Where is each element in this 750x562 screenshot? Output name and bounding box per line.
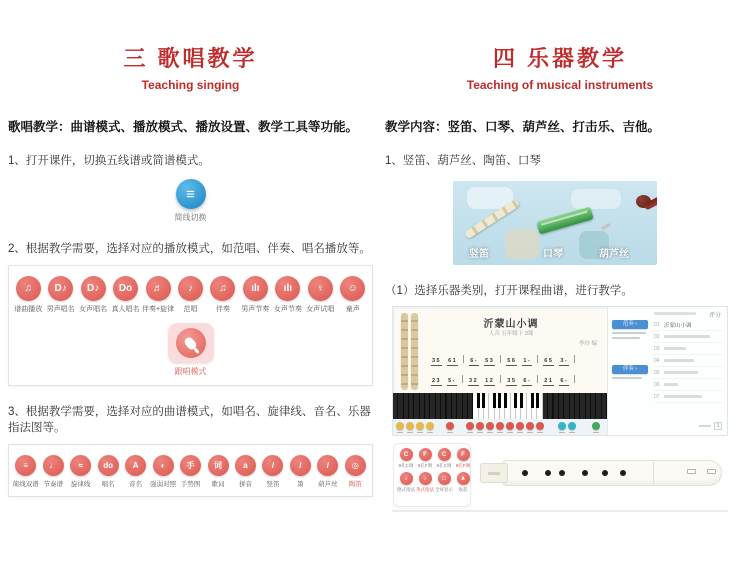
score-mode-button-3[interactable]	[67, 455, 94, 488]
score-mode-label: 陶笛	[348, 481, 362, 488]
app-toolbar-button[interactable]	[558, 422, 566, 433]
recorder-key	[707, 469, 716, 474]
finger-hole	[582, 470, 588, 476]
app-toolbar-button[interactable]	[506, 422, 514, 433]
score-mode-icon: ≡	[15, 455, 36, 476]
score-mode-icon: ◎	[345, 455, 366, 476]
app-toolbar-button[interactable]	[536, 422, 544, 433]
score-mode-icon: /	[317, 455, 338, 476]
score-mode-label: 箫	[297, 481, 304, 488]
fingering-option-button-2[interactable]	[416, 472, 434, 493]
play-mode-button-7[interactable]	[207, 276, 239, 314]
recorder-type-button-1[interactable]	[397, 448, 415, 469]
instrument-title: 四 乐器教学	[492, 46, 628, 71]
finger-hole	[522, 470, 528, 476]
notation-switch[interactable]	[156, 179, 226, 223]
score-page	[395, 309, 607, 393]
score-mode-label: 简线双谱	[12, 481, 39, 488]
score-mode-icon: A	[125, 455, 146, 476]
finger-hole	[602, 470, 608, 476]
recorder-type-label: 6孔F调	[417, 463, 433, 468]
app-toolbar-button[interactable]	[526, 422, 534, 433]
app-screenshot	[392, 306, 728, 436]
fingering-option-icon: ∧	[457, 472, 470, 485]
play-mode-panel	[8, 265, 373, 386]
play-mode-button-6[interactable]	[174, 276, 206, 314]
singing-step-3: 3、根据教学需要，选择对应的曲谱模式，如唱名、旋律线、音名、乐器指法图等。	[8, 406, 371, 434]
recorder-type-button-4[interactable]	[454, 448, 472, 469]
app-toolbar-button[interactable]	[476, 422, 484, 433]
play-mode-button-5[interactable]	[142, 276, 174, 314]
app-toolbar-button[interactable]	[466, 422, 474, 433]
notation-switch-icon[interactable]: ≡	[176, 179, 206, 209]
score-mode-icon: do	[98, 455, 119, 476]
app-toolbar-button[interactable]	[486, 422, 494, 433]
score-mode-icon: 手	[180, 455, 201, 476]
song-subtitle: 人音 五年级下 3课	[488, 331, 534, 337]
play-mode-icon: ♪	[178, 276, 203, 301]
score-mode-label: 节奏谱	[43, 481, 63, 488]
finger-hole	[559, 470, 565, 476]
label-hulusi: 葫芦丝	[599, 249, 629, 260]
piano-black-key[interactable]	[520, 393, 523, 408]
piano-black-key[interactable]	[531, 393, 534, 408]
recorder-graphic-2	[411, 313, 418, 389]
recorder-type-label: 8孔F调	[455, 463, 471, 468]
score-button[interactable]: 评分	[708, 313, 721, 319]
demo-desc-line	[612, 337, 640, 339]
recorder-type-button-2[interactable]	[416, 448, 434, 469]
page-number[interactable]: 1	[714, 422, 722, 430]
score-mode-icon: 词	[208, 455, 229, 476]
singing-title: 三 歌唱教学	[123, 46, 258, 71]
score-mode-label: 旋律线	[70, 481, 91, 488]
play-mode-icon: D♪	[81, 276, 106, 301]
singing-subtitle: Teaching singing	[141, 78, 240, 92]
label-harmonica: 口琴	[543, 249, 563, 260]
play-mode-label: 女声试唱	[306, 306, 335, 313]
app-toolbar-button[interactable]	[446, 422, 454, 433]
instrument-step-1: 1、竖笛、葫芦丝、陶笛、口琴	[385, 155, 541, 167]
score-mode-button-6[interactable]	[149, 455, 176, 488]
app-toolbar-button[interactable]	[416, 422, 424, 433]
play-mode-label: 童声	[345, 306, 360, 313]
play-mode-button-3[interactable]	[77, 276, 109, 314]
recorder-type-icon: C	[438, 448, 451, 461]
play-mode-icon: Do	[113, 276, 138, 301]
fingering-option-row	[396, 472, 468, 493]
play-mode-icon: ♬	[146, 276, 171, 301]
recorder-type-label: 8孔C调	[398, 463, 414, 468]
app-toolbar-button[interactable]	[396, 422, 404, 433]
score-mode-icon: ◐	[153, 455, 174, 476]
app-toolbar-button[interactable]	[496, 422, 504, 433]
play-mode-icon: ılı	[275, 276, 300, 301]
score-mode-label: 竖笛	[266, 481, 280, 488]
finger-hole	[620, 470, 626, 476]
song-list-item[interactable]: 02	[654, 331, 724, 343]
fingering-option-icon: ♪	[400, 472, 413, 485]
finger-hole	[545, 470, 551, 476]
song-list-panel	[654, 312, 724, 432]
play-mode-label: 男声节奏	[241, 306, 270, 313]
song-list-item[interactable]: 03	[654, 343, 724, 355]
score-mode-button-8[interactable]	[204, 455, 231, 488]
song-list-item[interactable]: 01 沂蒙山小调	[654, 319, 724, 331]
score-mode-icon: ♩	[43, 455, 64, 476]
app-toolbar-button[interactable]	[406, 422, 414, 433]
play-mode-button-11[interactable]	[337, 276, 369, 314]
score-mode-button-11[interactable]	[287, 455, 314, 488]
piano-black-key[interactable]	[482, 393, 485, 408]
play-mode-row	[12, 276, 369, 314]
play-mode-button-2[interactable]	[44, 276, 76, 314]
score-mode-button-13[interactable]	[342, 455, 369, 488]
score-mode-button-2[interactable]	[39, 455, 66, 488]
score-mode-label: 强弱对照	[150, 481, 177, 488]
pagination[interactable]	[699, 422, 722, 430]
app-sidebar	[607, 307, 727, 435]
accompaniment-button[interactable]: 伴奏 ›	[612, 365, 648, 374]
fingering-option-button-4[interactable]	[454, 472, 472, 493]
recorder-type-icon: F	[457, 448, 470, 461]
score-mode-button-5[interactable]	[122, 455, 149, 488]
singing-section	[8, 30, 373, 497]
play-mode-icon: ılı	[243, 276, 268, 301]
play-mode-label: 女声唱名	[79, 306, 108, 313]
fingering-option-label: 全屏显示	[435, 487, 453, 492]
score-mode-icon: /	[290, 455, 311, 476]
score-mode-row	[12, 455, 369, 488]
piano-black-key[interactable]	[504, 393, 507, 408]
follow-mode-box	[168, 323, 214, 363]
score-mode-label: 唱名	[101, 481, 115, 488]
singing-step-2: 2、根据教学需要，选择对应的播放模式，如范唱、伴奏、唱名播放等。	[8, 243, 371, 255]
play-mode-icon: D♪	[48, 276, 73, 301]
score-mode-icon: /	[262, 455, 283, 476]
fingering-chart	[480, 456, 722, 490]
follow-mode-button[interactable]	[161, 323, 221, 377]
instrument-subtitle: Teaching of musical instruments	[466, 78, 654, 92]
accomp-desc-line	[612, 377, 642, 379]
instrument-section	[385, 30, 735, 512]
fingering-option-button-3[interactable]	[435, 472, 453, 493]
follow-mode-label: 跟唱模式	[174, 367, 207, 376]
play-mode-label: 伴奏+旋律	[141, 306, 175, 313]
play-mode-button-8[interactable]	[239, 276, 271, 314]
score-mode-button-1[interactable]	[12, 455, 39, 488]
score-mode-button-10[interactable]	[259, 455, 286, 488]
instrument-step-2: （1）选择乐器类别，打开课程曲谱，进行教学。	[385, 285, 633, 297]
piano-black-key[interactable]	[536, 393, 539, 408]
fingering-option-icon: ♪	[419, 472, 432, 485]
recorder-key	[687, 469, 696, 474]
score-mode-button-4[interactable]	[94, 455, 121, 488]
song-composer: 李玲 编	[578, 341, 597, 347]
score-mode-button-7[interactable]	[177, 455, 204, 488]
play-mode-label: 女声节奏	[273, 306, 302, 313]
score-mode-panel	[8, 444, 373, 497]
play-mode-button-1[interactable]	[12, 276, 44, 314]
fingering-option-label: 德式指法	[397, 487, 415, 492]
app-toolbar	[396, 422, 600, 435]
play-mode-label: 伴奏	[215, 306, 230, 313]
piano-keyboard[interactable]	[393, 393, 607, 419]
sidebar-controls	[612, 320, 650, 379]
fingering-panel	[392, 440, 728, 512]
song-title: 沂蒙山小调	[483, 319, 539, 330]
fingering-option-icon: □	[438, 472, 451, 485]
fingering-option-button-1[interactable]	[397, 472, 415, 493]
recorder-type-row	[396, 448, 471, 469]
piano-black-key[interactable]	[493, 393, 496, 408]
recorder-type-button-3[interactable]	[435, 448, 453, 469]
play-mode-icon: ☺	[340, 276, 365, 301]
score-mode-button-12[interactable]	[314, 455, 341, 488]
song-list-item[interactable]: 06	[654, 379, 724, 391]
song-list-item[interactable]: 07	[654, 391, 724, 403]
instrument-intro: 教学内容：竖笛、口琴、葫芦丝、打击乐、吉他。	[385, 120, 661, 134]
singing-step-1: 1、打开课件，切换五线谱或简谱模式。	[8, 155, 210, 167]
microphone-icon	[176, 328, 206, 358]
play-mode-icon: ♫	[210, 276, 235, 301]
score-mode-label: 手势图	[180, 481, 201, 488]
piano-black-key[interactable]	[498, 393, 501, 408]
score-mode-label: 音名	[129, 481, 143, 488]
hulusi-image	[599, 195, 657, 235]
instruments-photo	[453, 181, 657, 265]
play-mode-label: 范唱	[183, 306, 198, 313]
demo-play-button[interactable]: 范奏 ›	[612, 320, 648, 329]
song-list-item[interactable]: 05	[654, 367, 724, 379]
app-toolbar-button[interactable]	[568, 422, 576, 433]
notation-switch-label: 简线切换	[174, 213, 207, 222]
play-mode-label: 真人唱名	[111, 306, 140, 313]
score-mode-label: 歌词	[211, 481, 225, 488]
recorder-type-icon: C	[400, 448, 413, 461]
label-recorder: 竖笛	[469, 249, 489, 260]
play-mode-button-10[interactable]	[304, 276, 336, 314]
score-mode-label: 拼音	[238, 481, 252, 488]
pager-bar	[699, 425, 711, 427]
play-mode-button-4[interactable]	[109, 276, 141, 314]
recorder-type-icon: F	[419, 448, 432, 461]
demo-desc-line	[612, 332, 646, 334]
app-toolbar-button[interactable]	[516, 422, 524, 433]
piano-black-key[interactable]	[514, 393, 517, 408]
singing-intro: 歌唱教学：曲谱模式、播放模式、播放设置、教学工具等功能。	[8, 120, 359, 134]
piano-black-key[interactable]	[477, 393, 480, 408]
play-mode-label: 男声唱名	[46, 306, 75, 313]
app-toolbar-button[interactable]	[426, 422, 434, 433]
play-mode-button-9[interactable]	[272, 276, 304, 314]
recorder-type-box	[393, 443, 471, 507]
song-list-item[interactable]: 04	[654, 355, 724, 367]
play-mode-label: 谱曲播放	[14, 306, 43, 313]
recorder-type-label: 6孔C调	[436, 463, 452, 468]
score-mode-icon: ≈	[70, 455, 91, 476]
notation-line: 35 61 6- 53 56 1- 65 3-	[431, 349, 599, 369]
play-mode-icon: ♫	[16, 276, 41, 301]
score-mode-button-9[interactable]	[232, 455, 259, 488]
score-mode-label: 葫芦丝	[318, 481, 338, 488]
score-mode-icon: a	[235, 455, 256, 476]
play-mode-icon: ♀	[308, 276, 333, 301]
song-list-header	[654, 312, 696, 315]
song-list	[654, 319, 724, 403]
fingering-option-label: 英式指法	[416, 487, 434, 492]
app-toolbar-button[interactable]	[592, 422, 600, 433]
fingering-option-label: 收起	[458, 487, 468, 492]
recorder-mouthpiece	[480, 463, 508, 483]
notation-line: 23 5- 32 12 35 6- 21 6-	[431, 369, 599, 389]
recorder-graphic-1	[401, 313, 408, 389]
numbered-notation	[431, 349, 599, 389]
